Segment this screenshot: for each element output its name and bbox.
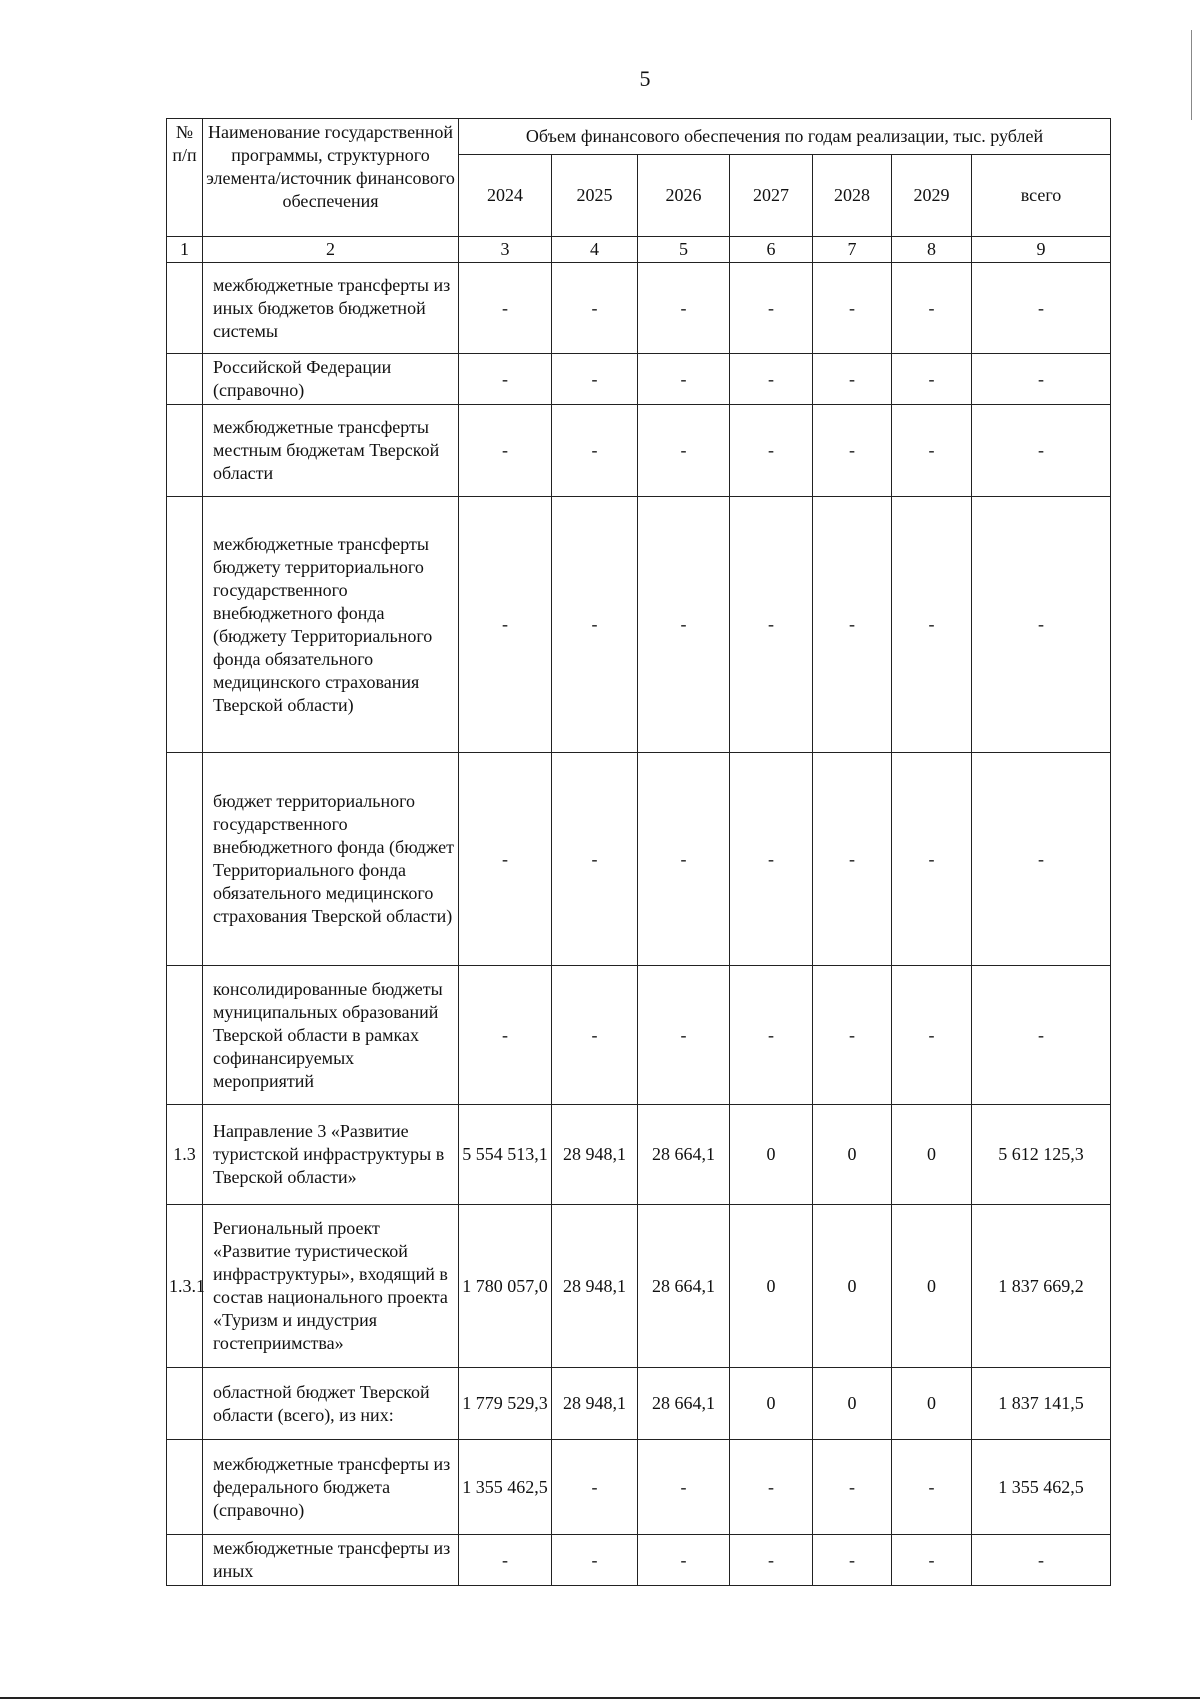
value-cell: - [972, 497, 1111, 753]
row-number [167, 497, 203, 753]
value-cell: 0 [730, 1105, 813, 1205]
value-cell: - [638, 753, 730, 966]
table-row [167, 1205, 1111, 1368]
value-cell: 28 948,1 [552, 1368, 638, 1440]
value-cell: 1 355 462,5 [972, 1440, 1111, 1535]
column-index: 8 [892, 237, 972, 263]
value-cell: - [730, 354, 813, 405]
row-number [167, 966, 203, 1105]
row-name: областной бюджет Тверской области (всего), из них: [203, 1368, 459, 1440]
value-cell: - [638, 1440, 730, 1535]
table-row [167, 263, 1111, 354]
value-cell: - [552, 753, 638, 966]
value-cell: 28 948,1 [552, 1105, 638, 1205]
column-index: 1 [167, 237, 203, 263]
value-cell: - [892, 753, 972, 966]
value-cell: - [892, 966, 972, 1105]
row-number [167, 1535, 203, 1586]
row-name: бюджет территориального государственного внебюджетного фонда (бюджет Территориального фонда обязательного медицинского страхования Тверской области) [203, 753, 459, 966]
value-cell: - [730, 753, 813, 966]
value-cell: - [638, 966, 730, 1105]
column-index: 3 [459, 237, 552, 263]
row-number [167, 405, 203, 497]
value-cell: - [813, 966, 892, 1105]
value-cell: - [972, 753, 1111, 966]
value-cell: - [892, 354, 972, 405]
value-cell: - [813, 753, 892, 966]
value-cell: 0 [813, 1205, 892, 1368]
value-cell: - [730, 263, 813, 354]
value-cell: 0 [730, 1205, 813, 1368]
column-index: 2 [203, 237, 459, 263]
value-cell: - [459, 405, 552, 497]
value-cell: - [552, 405, 638, 497]
row-number: 1.3.1 [167, 1205, 203, 1368]
column-index: 9 [972, 237, 1111, 263]
financing-table [166, 118, 1111, 1586]
scan-artifact [1191, 30, 1192, 120]
column-index: 6 [730, 237, 813, 263]
table-row [167, 966, 1111, 1105]
value-cell: 1 355 462,5 [459, 1440, 552, 1535]
row-number [167, 1368, 203, 1440]
row-number [167, 354, 203, 405]
table-row [167, 354, 1111, 405]
value-cell: - [813, 1440, 892, 1535]
row-number: 1.3 [167, 1105, 203, 1205]
column-header-year: 2027 [730, 155, 813, 237]
value-cell: - [730, 1535, 813, 1586]
table-row [167, 1368, 1111, 1440]
value-cell: - [892, 263, 972, 354]
row-number [167, 263, 203, 354]
row-name: межбюджетные трансферты бюджету территориального государственного внебюджетного фонда (бюджету Территориального фонда обязательного медицинского страхования Тверской области) [203, 497, 459, 753]
table-row [167, 1105, 1111, 1205]
value-cell: - [552, 354, 638, 405]
value-cell: 0 [892, 1205, 972, 1368]
value-cell: 1 780 057,0 [459, 1205, 552, 1368]
value-cell: 0 [813, 1105, 892, 1205]
value-cell: - [813, 497, 892, 753]
value-cell: - [459, 966, 552, 1105]
row-number [167, 753, 203, 966]
value-cell: - [972, 966, 1111, 1105]
row-name: межбюджетные трансферты из иных [203, 1535, 459, 1586]
value-cell: - [730, 966, 813, 1105]
value-cell: - [813, 1535, 892, 1586]
value-cell: - [813, 354, 892, 405]
table-row [167, 497, 1111, 753]
value-cell: 28 664,1 [638, 1368, 730, 1440]
value-cell: - [730, 405, 813, 497]
value-cell: - [813, 263, 892, 354]
value-cell: - [730, 497, 813, 753]
value-cell: - [459, 753, 552, 966]
value-cell: 28 948,1 [552, 1205, 638, 1368]
value-cell: - [552, 263, 638, 354]
value-cell: 1 779 529,3 [459, 1368, 552, 1440]
value-cell: - [813, 405, 892, 497]
value-cell: - [638, 405, 730, 497]
value-cell: - [552, 497, 638, 753]
value-cell: - [892, 497, 972, 753]
value-cell: - [892, 405, 972, 497]
value-cell: - [892, 1440, 972, 1535]
row-name: Российской Федерации (справочно) [203, 354, 459, 405]
column-header-total: всего [972, 155, 1111, 237]
row-number [167, 1440, 203, 1535]
value-cell: - [972, 354, 1111, 405]
row-name: Региональный проект «Развитие туристической инфраструктуры», входящий в состав национального проекта «Туризм и индустрия гостеприимства» [203, 1205, 459, 1368]
column-index: 4 [552, 237, 638, 263]
value-cell: - [972, 405, 1111, 497]
value-cell: 0 [730, 1368, 813, 1440]
column-index: 7 [813, 237, 892, 263]
value-cell: 0 [892, 1105, 972, 1205]
value-cell: 5 612 125,3 [972, 1105, 1111, 1205]
table-row [167, 753, 1111, 966]
column-header-name: Наименование государственной программы, структурного элемента/источник финансового обеспечения [203, 119, 459, 237]
value-cell: - [459, 263, 552, 354]
value-cell: 0 [892, 1368, 972, 1440]
column-header-year: 2026 [638, 155, 730, 237]
table-row [167, 1440, 1111, 1535]
row-name: консолидированные бюджеты муниципальных образований Тверской области в рамках софинансируемых мероприятий [203, 966, 459, 1105]
value-cell: - [459, 1535, 552, 1586]
column-header-year: 2025 [552, 155, 638, 237]
column-header-year: 2024 [459, 155, 552, 237]
value-cell: - [552, 966, 638, 1105]
value-cell: - [972, 1535, 1111, 1586]
value-cell: 0 [813, 1368, 892, 1440]
value-cell: - [638, 354, 730, 405]
value-cell: 1 837 669,2 [972, 1205, 1111, 1368]
column-header-year: 2029 [892, 155, 972, 237]
value-cell: - [892, 1535, 972, 1586]
value-cell: - [638, 1535, 730, 1586]
value-cell: 28 664,1 [638, 1205, 730, 1368]
value-cell: - [730, 1440, 813, 1535]
row-name: межбюджетные трансферты из федерального бюджета (справочно) [203, 1440, 459, 1535]
value-cell: 28 664,1 [638, 1105, 730, 1205]
column-header-year: 2028 [813, 155, 892, 237]
value-cell: - [459, 354, 552, 405]
value-cell: - [638, 263, 730, 354]
value-cell: - [638, 497, 730, 753]
table-row [167, 1535, 1111, 1586]
table-row [167, 405, 1111, 497]
value-cell: - [459, 497, 552, 753]
value-cell: - [552, 1440, 638, 1535]
page-number: 5 [639, 66, 651, 91]
column-index: 5 [638, 237, 730, 263]
column-header-number: № п/п [167, 119, 203, 237]
value-cell: - [552, 1535, 638, 1586]
value-cell: 5 554 513,1 [459, 1105, 552, 1205]
column-header-group: Объем финансового обеспечения по годам реализации, тыс. рублей [459, 119, 1111, 155]
row-name: Направление 3 «Развитие туристской инфраструктуры в Тверской области» [203, 1105, 459, 1205]
row-name: межбюджетные трансферты из иных бюджетов бюджетной системы [203, 263, 459, 354]
value-cell: 1 837 141,5 [972, 1368, 1111, 1440]
row-name: межбюджетные трансферты местным бюджетам Тверской области [203, 405, 459, 497]
value-cell: - [972, 263, 1111, 354]
